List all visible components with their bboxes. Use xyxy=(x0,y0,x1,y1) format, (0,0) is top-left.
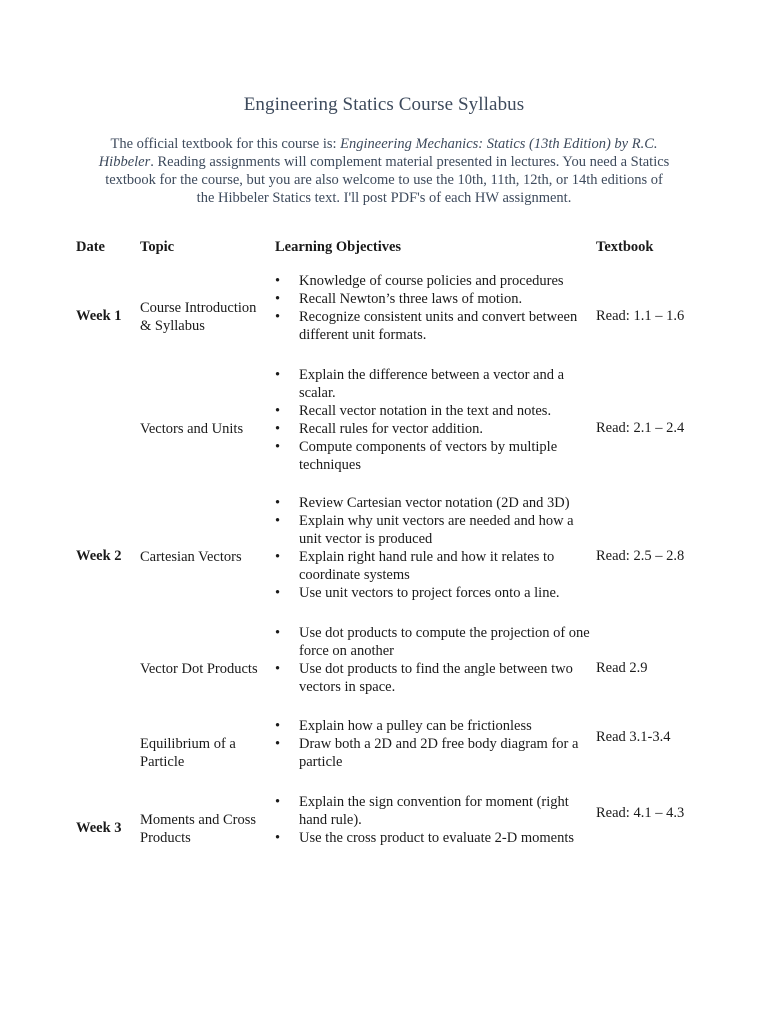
row-reading: Read: 1.1 – 1.6 xyxy=(596,308,685,324)
page-title: Engineering Statics Course Syllabus xyxy=(243,94,525,115)
bullet-icon: • xyxy=(275,794,281,810)
row-topic: Course Introduction & Syllabus xyxy=(140,300,257,334)
row-reading: Read 3.1-3.4 xyxy=(596,729,671,745)
row-week: Week 1 xyxy=(76,308,122,324)
row-reading: Read: 2.1 – 2.4 xyxy=(596,420,685,436)
bullet-icon: • xyxy=(275,513,281,529)
objective-item: • Recall rules for vector addition. xyxy=(275,421,484,437)
objective-item: • Use dot products to find the angle between two vectors in space. xyxy=(275,661,573,695)
row-reading: Read: 2.5 – 2.8 xyxy=(596,548,685,564)
objective-item: • Review Cartesian vector notation (2D and 3D) xyxy=(275,495,570,511)
objective-item: • Explain why unit vectors are needed and how a unit vector is produced xyxy=(275,513,574,547)
bullet-icon: • xyxy=(275,830,281,846)
objective-item: • Compute components of vectors by multiple techniques xyxy=(275,439,558,473)
row-topic: Vector Dot Products xyxy=(140,661,258,677)
bullet-icon: • xyxy=(275,367,281,383)
objective-item: • Knowledge of course policies and procedures xyxy=(275,273,564,289)
header-textbook: Textbook xyxy=(596,239,654,255)
intro-paragraph xyxy=(96,135,672,207)
bullet-icon: • xyxy=(275,421,281,437)
intro-prefix: The official textbook for this course is: xyxy=(110,136,341,152)
header-topic: Topic xyxy=(140,239,175,255)
objective-item: • Recognize consistent units and convert between different unit formats. xyxy=(275,309,578,343)
objective-item: • Recall vector notation in the text and notes. xyxy=(275,403,552,419)
bullet-icon: • xyxy=(275,273,281,289)
objective-item: • Explain right hand rule and how it relates to coordinate systems xyxy=(275,549,555,583)
objective-item: • Explain the difference between a vector and a scalar. xyxy=(275,367,565,401)
bullet-icon: • xyxy=(275,549,281,565)
objective-item: • Explain how a pulley can be frictionless xyxy=(275,718,532,734)
objective-item: • Use the cross product to evaluate 2-D moments xyxy=(275,830,575,846)
bullet-icon: • xyxy=(275,291,281,307)
row-topic: Cartesian Vectors xyxy=(140,549,242,565)
bullet-icon: • xyxy=(275,439,281,455)
header-objectives: Learning Objectives xyxy=(275,239,402,255)
bullet-icon: • xyxy=(275,718,281,734)
objective-item: • Explain the sign convention for moment (right hand rule). xyxy=(275,794,569,828)
row-topic: Moments and Cross Products xyxy=(140,812,256,846)
textbook-title: Engineering Mechanics: Statics (13th Edition) by R.C. Hibbeler xyxy=(98,136,658,170)
bullet-icon: • xyxy=(275,585,281,601)
intro-suffix: . Reading assignments will complement material presented in lectures. You need a Statics textbook for the course, but you are also welcome to use the 10th, 11th, 12th, or 14th editions of the Hibbeler Statics text. I'll post PDF's of each HW assignment. xyxy=(105,154,670,206)
row-topic: Equilibrium of a Particle xyxy=(140,736,236,770)
header-date: Date xyxy=(76,239,105,255)
row-objectives xyxy=(275,717,593,771)
bullet-icon: • xyxy=(275,736,281,752)
row-objectives xyxy=(275,494,593,602)
objective-item: • Recall Newton’s three laws of motion. xyxy=(275,291,523,307)
row-objectives xyxy=(275,272,593,344)
bullet-icon: • xyxy=(275,403,281,419)
objective-item: • Draw both a 2D and 2D free body diagram for a particle xyxy=(275,736,579,770)
row-objectives xyxy=(275,624,593,696)
objective-item: • Use unit vectors to project forces onto a line. xyxy=(275,585,560,601)
bullet-icon: • xyxy=(275,309,281,325)
row-week: Week 2 xyxy=(76,548,122,564)
row-week: Week 3 xyxy=(76,820,122,836)
row-objectives xyxy=(275,366,593,474)
row-reading: Read 2.9 xyxy=(596,660,648,676)
bullet-icon: • xyxy=(275,625,281,641)
objective-item: • Use dot products to compute the projection of one force on another xyxy=(275,625,590,659)
row-objectives xyxy=(275,793,593,847)
row-reading: Read: 4.1 – 4.3 xyxy=(596,805,685,821)
row-topic: Vectors and Units xyxy=(140,421,244,437)
bullet-icon: • xyxy=(275,661,281,677)
bullet-icon: • xyxy=(275,495,281,511)
